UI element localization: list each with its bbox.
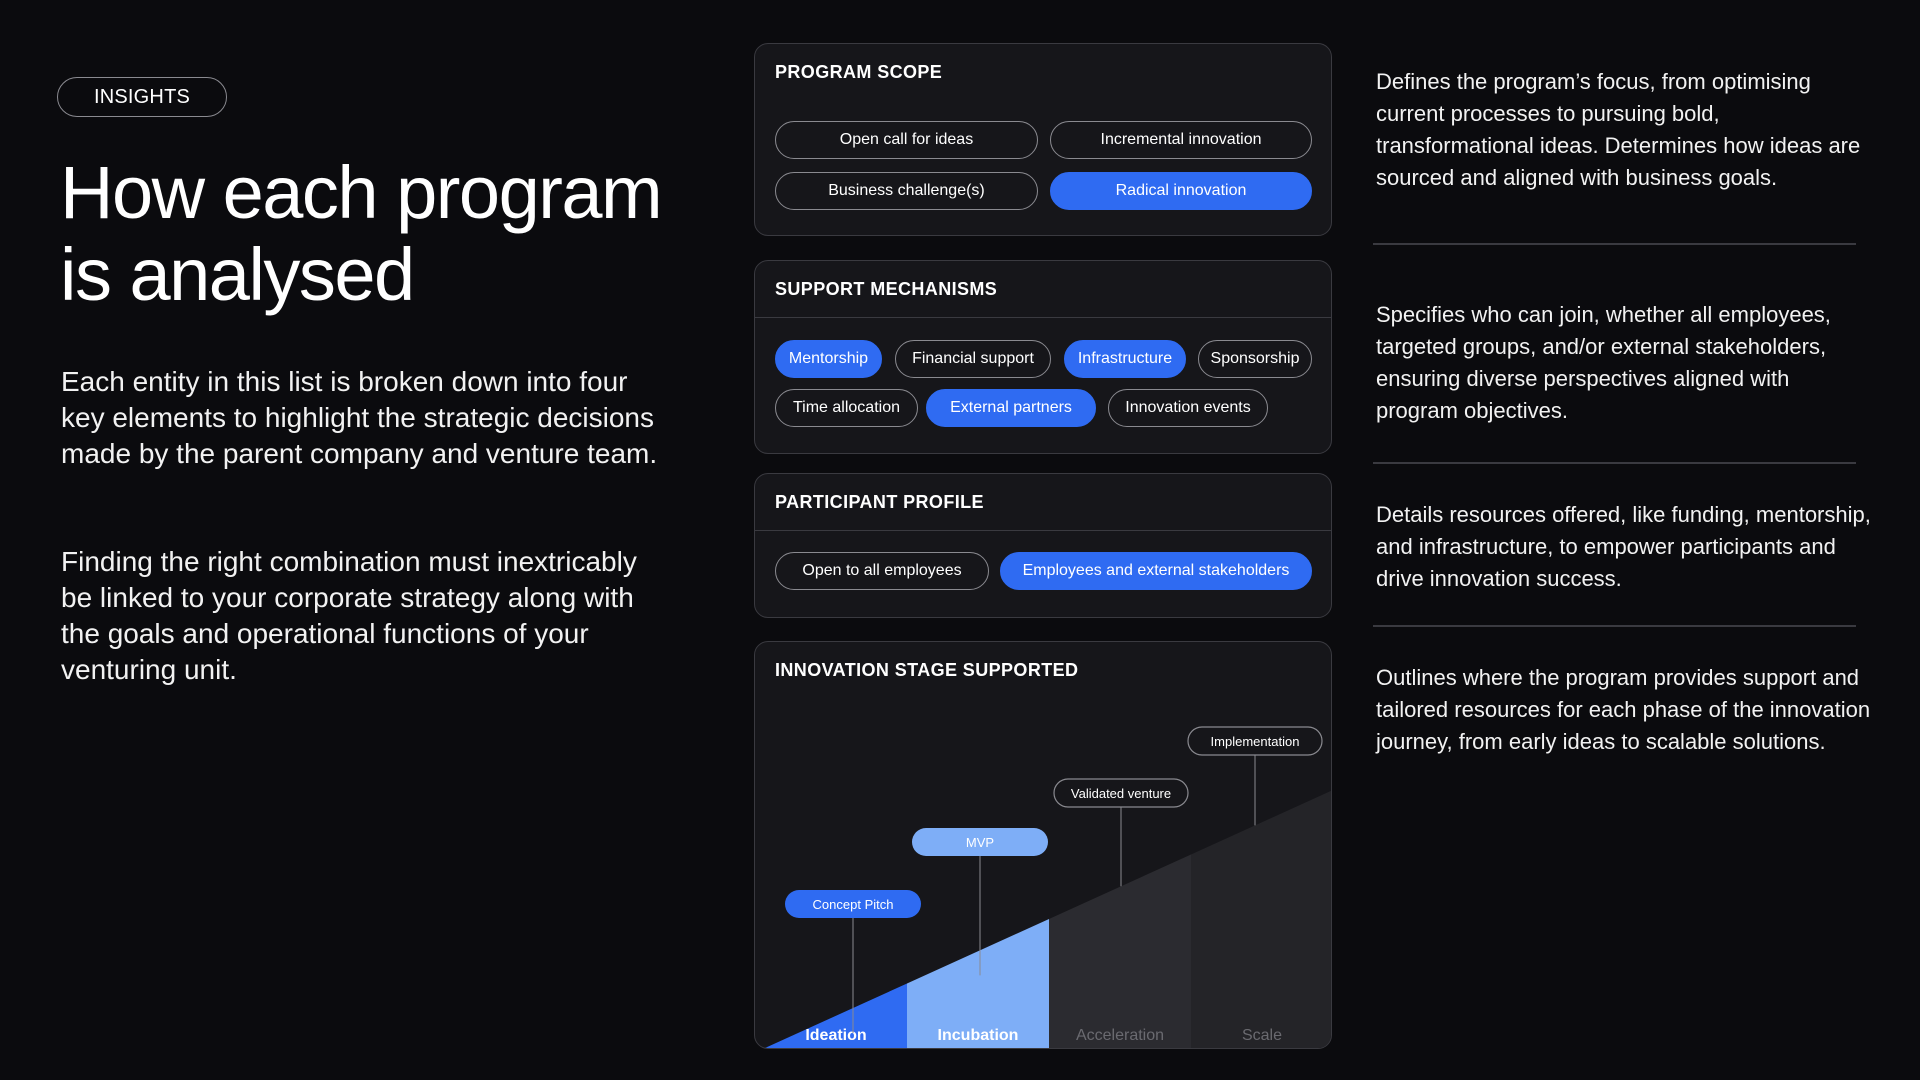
divider [1373, 625, 1856, 627]
support-option-time-allocation[interactable]: Time allocation [775, 389, 918, 427]
milestone-label: MVP [965, 835, 995, 850]
milestone-label: Validated venture [1070, 786, 1172, 801]
support-option-infrastructure[interactable]: Infrastructure [1064, 340, 1186, 378]
support-description: Details resources offered, like funding, mentorship, and infrastructure, to empower participants and drive innovation success. [1376, 502, 1871, 591]
scope-option-radical[interactable]: Radical innovation [1050, 172, 1312, 210]
participant-description: Specifies who can join, whether all employees, targeted groups, and/or external stakeholders, ensuring diverse perspectives aligned with program objectives. [1376, 302, 1831, 423]
scope-option-business-challenge[interactable]: Business challenge(s) [775, 172, 1038, 210]
page-title-line-1: How each program [60, 151, 662, 234]
scope-option-open-call[interactable]: Open call for ideas [775, 121, 1038, 159]
stage-segment [1049, 855, 1191, 1049]
support-mechanisms-title: SUPPORT MECHANISMS [755, 261, 1331, 318]
stage-label: Incubation [937, 1027, 1019, 1044]
profile-option-employees-external[interactable]: Employees and external stakeholders [1000, 552, 1312, 590]
participant-profile-card [754, 473, 1332, 618]
insights-badge: INSIGHTS [57, 77, 227, 117]
support-option-sponsorship[interactable]: Sponsorship [1198, 340, 1312, 378]
profile-option-all-employees[interactable]: Open to all employees [775, 552, 989, 590]
stage-label: Acceleration [1075, 1027, 1165, 1044]
program-scope-description: Defines the program’s focus, from optimising current processes to pursuing bold, transformational ideas. Determines how ideas are sourced and aligned with business goals. [1376, 69, 1861, 190]
support-option-financial[interactable]: Financial support [895, 340, 1051, 378]
stage-label: Scale [1241, 1027, 1283, 1044]
program-scope-card [754, 43, 1332, 236]
page-title-line-2: is analysed [60, 233, 414, 316]
support-option-external-partners[interactable]: External partners [926, 389, 1096, 427]
intro-paragraph-1: Each entity in this list is broken down into four key elements to highlight the strategic decisions made by the parent company and venture team. [61, 366, 658, 469]
stage-label: Ideation [805, 1027, 867, 1044]
participant-profile-title: PARTICIPANT PROFILE [755, 474, 1331, 531]
program-scope-title: PROGRAM SCOPE [775, 61, 943, 82]
page-title [60, 152, 680, 316]
divider [1373, 243, 1856, 245]
support-mechanisms-card [754, 260, 1332, 454]
support-option-innovation-events[interactable]: Innovation events [1108, 389, 1268, 427]
milestone-label: Concept Pitch [812, 897, 894, 912]
support-option-mentorship[interactable]: Mentorship [775, 340, 882, 378]
divider [1373, 462, 1856, 464]
innovation-stage-card [754, 641, 1332, 1049]
innovation-stage-chart [755, 642, 1332, 1049]
scope-option-incremental[interactable]: Incremental innovation [1050, 121, 1312, 159]
stage-description: Outlines where the program provides support and tailored resources for each phase of the innovation journey, from early ideas to scalable solutions. [1376, 665, 1871, 754]
intro-paragraph-2: Finding the right combination must inextricably be linked to your corporate strategy along with the goals and operational functions of your venturing unit. [61, 546, 637, 685]
innovation-stage-title: INNOVATION STAGE SUPPORTED [775, 659, 1079, 680]
stage-segment [1191, 790, 1332, 1048]
milestone-label: Implementation [1210, 734, 1300, 749]
